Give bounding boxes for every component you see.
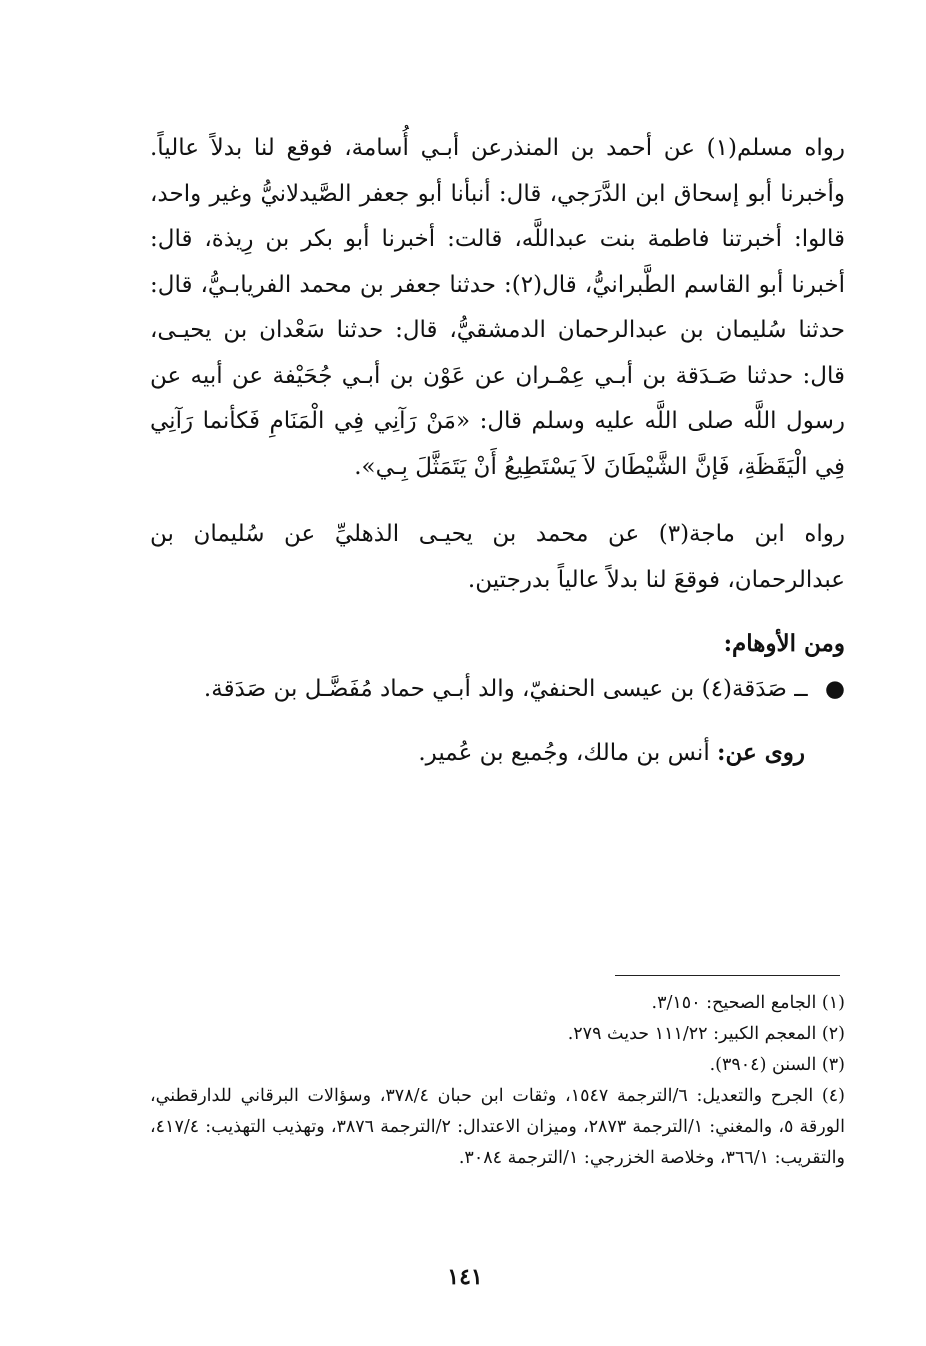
entry-sadaqa: [150, 667, 845, 713]
narrated-from-label: روى عن:: [717, 739, 805, 766]
footnote-2: (٢) المعجم الكبير: ١١١/٢٢ حديث ٢٧٩.: [567, 1024, 845, 1044]
bullet-icon: ●: [824, 675, 845, 702]
entry-text: ــ صَدَقة(٤) بن عيسى الحنفيّ، والد أبـي حماد مُفَضَّـل بن صَدَقة.: [203, 675, 808, 702]
footnote-4: (٤) الجرح والتعديل: ٦/الترجمة ١٥٤٧، وثقات ابن حبان ٣٧٨/٤، وسؤالات البرقاني للدارقطني، الورقة ٥، والمغني: ١/الترجمة ٢٨٧٣، وميزان الاعتدال: ٢/الترجمة ٣٨٧٦، وتهذيب التهذيب: ٤١٧/٤، والتقريب: ٣٦٦/١، وخلاصة الخزرجي: ١/الترجمة ٣٠٨٤.: [150, 1086, 845, 1168]
footnote-1: (١) الجامع الصحيح: ٣/١٥٠.: [651, 993, 845, 1013]
narrated-from-text: أنس بن مالك، وجُميع بن عُمير.: [418, 740, 718, 766]
paragraph-ibn-majah: رواه ابن ماجة(٣) عن محمد بن يحيـى الذهليِّ عن سُليمان بن عبدالرحمان، فوقعَ لنا بدلاً عالياً بدرجتين.: [150, 521, 845, 593]
footnotes: [150, 988, 845, 1174]
narrated-from-line: [150, 730, 845, 777]
page-number: ١٤١: [447, 1264, 483, 1290]
main-text: [150, 126, 845, 777]
footnote-divider: [615, 975, 840, 976]
section-heading: ومن الأوهام:: [723, 630, 845, 657]
paragraph-hadith: رواه مسلم(١) عن أحمد بن المنذرعن أبـي أُسامة، فوقع لنا بدلاً عالياً. وأخبرنا أبو إسحاق ابن الدَّرَجي، قال: أنبأنا أبو جعفر الصَّيدلانيُّ وغير واحد، قالوا: أخبرتنا فاطمة بنت عبداللَّه، قالت: أخبرنا أبو بكر بن رِيذة، قال: أخبرنا أبو القاسم الطَّبرانيُّ، قال(٢): حدثنا جعفر بن محمد الفريابـيُّ، قال: حدثنا سُليمان بن عبدالرحمان الدمشقيُّ، قال: حدثنا سَعْدان بن يحيـى، قال: حدثنا صَـدَقة بن أبـي عِمْـران عن عَوْن بن أبـي جُحَيْفة عن أبيه عن رسول اللَّه صلى اللَّه عليه وسلم قال: «مَنْ رَآنِي فِي الْمَنَامِ فَكأنما رَآنِي فِي الْيَقَظَةِ، فَإنَّ الشَّيْطَانَ لاَ يَسْتَطِيعُ أَنْ يَتَمَثَّلَ بِـي».: [150, 135, 845, 480]
footnote-3: (٣) السنن (٣٩٠٤).: [709, 1055, 845, 1075]
